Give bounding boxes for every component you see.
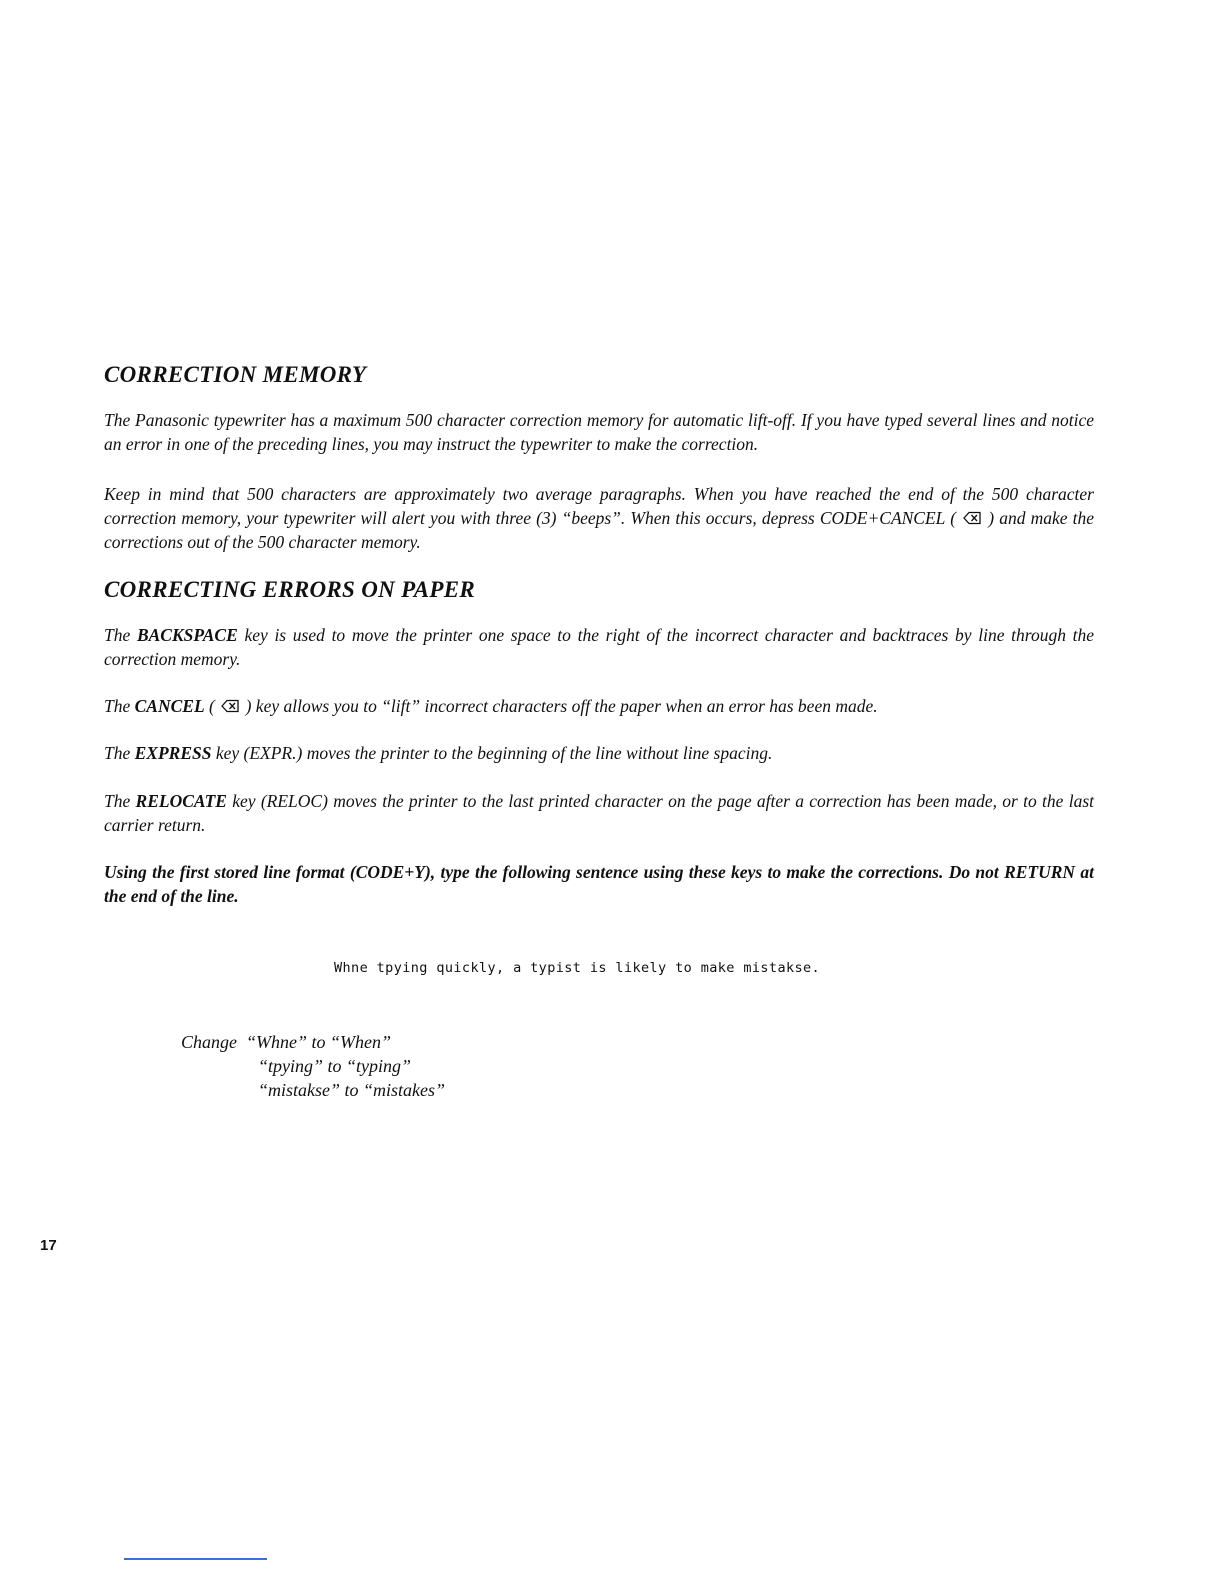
relocate-key-label: RELOCATE bbox=[135, 791, 227, 811]
change-row-2 bbox=[181, 1054, 445, 1078]
relocate-text-post: key (RELOC) moves the printer to the last printed character on the page after a correction has been made, or to the last carrier return. bbox=[104, 791, 1095, 835]
paragraph-backspace-key bbox=[104, 623, 1094, 671]
change-row-1 bbox=[181, 1030, 445, 1054]
cancel-key-label: CANCEL bbox=[134, 696, 205, 716]
backspace-text-post: key is used to move the printer one space to the right of the incorrect character and backtraces by line through the correction memory. bbox=[104, 625, 1095, 669]
cancel-text-post: ) key allows you to “lift” incorrect characters off the paper when an error has been made. bbox=[245, 696, 878, 716]
paragraph-relocate-key bbox=[104, 789, 1094, 837]
change-list bbox=[181, 1030, 445, 1102]
change-item: “tpying” to “typing” bbox=[258, 1056, 412, 1076]
paragraph-memory-intro: The Panasonic typewriter has a maximum 500 character correction memory for automatic lift-off. If you have typed several lines and notice an error in one of the preceding lines, you may instruct the typewriter to make the correction. bbox=[104, 410, 1094, 454]
delete-key-icon bbox=[963, 511, 981, 525]
paragraph-memory-limit bbox=[104, 482, 1094, 554]
backspace-text-pre: The bbox=[104, 625, 137, 645]
footer-rule bbox=[124, 1558, 267, 1560]
backspace-key-label: BACKSPACE bbox=[136, 625, 238, 645]
change-item: “mistakse” to “mistakes” bbox=[258, 1080, 446, 1100]
relocate-text-pre: The bbox=[104, 791, 136, 811]
paragraph-memory-limit-text-b: ) and make the corrections out of the 500 character memory. bbox=[104, 508, 1095, 552]
exercise-instruction: Using the first stored line format (CODE+Y), type the following sentence using these keys to make the corrections. Do not RETURN at the end of the line. bbox=[104, 862, 1094, 906]
paragraph-express-key bbox=[104, 741, 1094, 765]
page-number: 17 bbox=[40, 1237, 57, 1254]
change-row-3 bbox=[181, 1078, 445, 1102]
typed-sample-sentence: Whne tpying quickly, a typist is likely to make mistakse. bbox=[334, 960, 821, 976]
paragraph-memory-limit-text-a: Keep in mind that 500 characters are approximately two average paragraphs. When you have reached the end of the 500 character correction memory, your typewriter will alert you with three (3) “beeps”. When this occurs, depress CODE+CANCEL ( bbox=[104, 484, 1094, 528]
cancel-text-pre: The bbox=[104, 696, 135, 716]
delete-key-icon bbox=[221, 699, 239, 713]
change-item: “Whne” to “When” bbox=[246, 1032, 392, 1052]
express-text-pre: The bbox=[104, 743, 135, 763]
section-heading-correction-memory: CORRECTION MEMORY bbox=[104, 362, 367, 387]
change-label: Change bbox=[181, 1032, 237, 1052]
section-heading-correcting-errors: CORRECTING ERRORS ON PAPER bbox=[104, 577, 475, 602]
express-text-post: key (EXPR.) moves the printer to the beginning of the line without line spacing. bbox=[211, 743, 773, 763]
cancel-text-mid: ( bbox=[204, 696, 215, 716]
paragraph-cancel-key bbox=[104, 694, 1094, 718]
express-key-label: EXPRESS bbox=[134, 743, 212, 763]
